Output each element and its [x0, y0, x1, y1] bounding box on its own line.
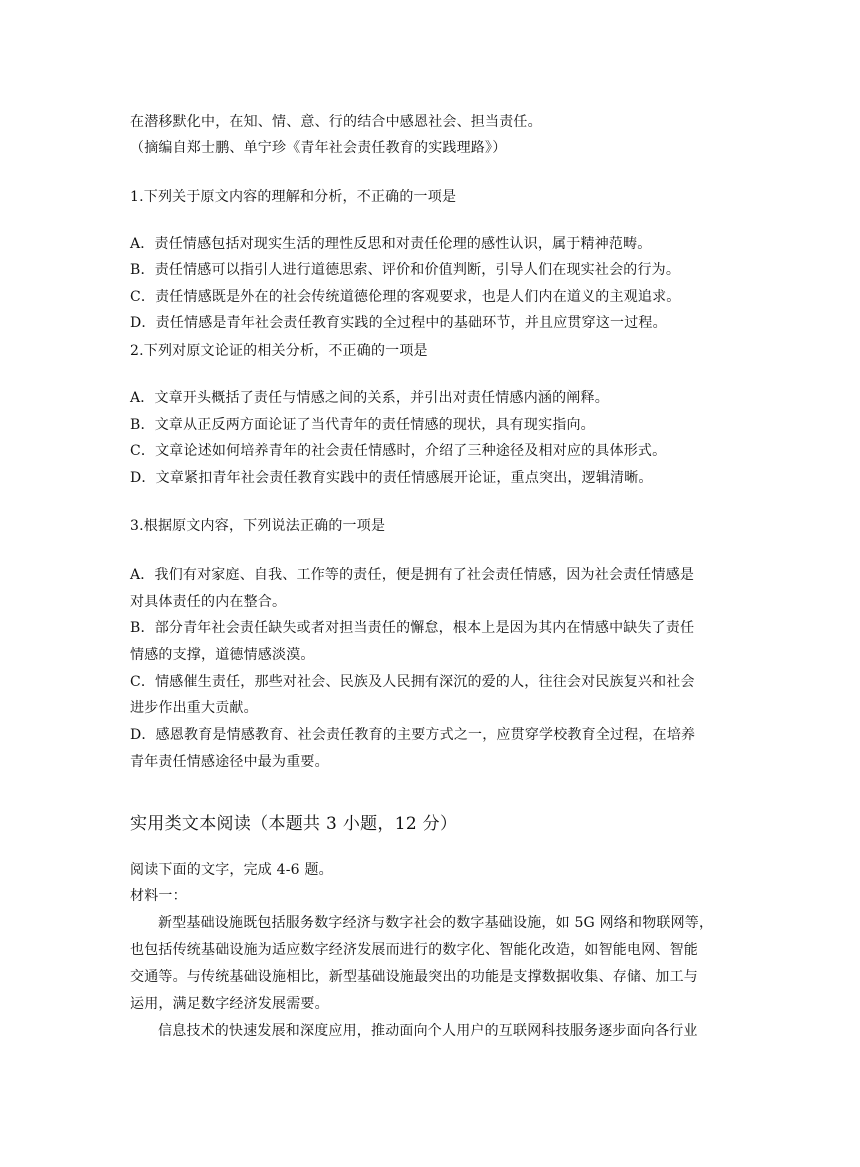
question-2-stem: 2.下列对原文论证的相关分析，不正确的一项是 — [130, 343, 428, 359]
material-1-paragraph-1-line-4: 运用，满足数字经济发展需要。 — [130, 996, 329, 1012]
section-heading: 实用类文本阅读（本题共 3 小题，12 分） — [130, 814, 458, 834]
question-3-option-a-cont: 对具体责任的内在整合。 — [130, 594, 287, 610]
material-1-paragraph-1-line-1: 新型基础设施既包括服务数字经济与数字社会的数字基础设施，如 5G 网络和物联网等， — [158, 915, 714, 931]
source-note: （摘编自郑士鹏、单宁珍《青年社会责任教育的实践理路》） — [130, 140, 507, 156]
question-3-stem: 3.根据原文内容，下列说法正确的一项是 — [130, 518, 386, 534]
question-3-option-b-cont: 情感的支撑，道德情感淡漠。 — [130, 647, 315, 663]
question-2-option-c: C．文章论述如何培养青年的社会责任情感时，介绍了三种途径及相对应的具体形式。 — [130, 443, 667, 459]
question-1-option-b: B．责任情感可以指引人进行道德思索、评价和价值判断，引导人们在现实社会的行为。 — [130, 262, 681, 278]
material-1-paragraph-1-line-2: 也包括传统基础设施为适应数字经济发展而进行的数字化、智能化改造，如智能电网、智能 — [130, 942, 698, 958]
question-1-stem: 1.下列关于原文内容的理解和分析，不正确的一项是 — [130, 189, 457, 205]
question-2-option-d: D．文章紧扣青年社会责任教育实践中的责任情感展开论证，重点突出，逻辑清晰。 — [130, 470, 653, 486]
question-3-option-d: D．感恩教育是情感教育、社会责任教育的主要方式之一，应贯穿学校教育全过程，在培养 — [130, 727, 696, 743]
question-3-option-c: C．情感催生责任，那些对社会、民族及人民拥有深沉的爱的人，往往会对民族复兴和社会 — [130, 674, 695, 690]
question-1-option-a: A．责任情感包括对现实生活的理性反思和对责任伦理的感性认识，属于精神范畴。 — [130, 236, 652, 252]
question-3-option-c-cont: 进步作出重大贡献。 — [130, 700, 258, 716]
material-label: 材料一： — [130, 888, 187, 904]
material-1-paragraph-1-line-3: 交通等。与传统基础设施相比，新型基础设施最突出的功能是支撑数据收集、存储、加工与 — [130, 969, 698, 985]
question-3-option-a: A．我们有对家庭、自我、工作等的责任，便是拥有了社会责任情感，因为社会责任情感是 — [130, 567, 695, 583]
question-1-option-c: C．责任情感既是外在的社会传统道德伦理的客观要求，也是人们内在道义的主观追求。 — [130, 289, 681, 305]
question-1-option-d: D．责任情感是青年社会责任教育实践的全过程中的基础环节，并且应贯穿这一过程。 — [130, 315, 667, 331]
question-3-option-d-cont: 青年责任情感途径中最为重要。 — [130, 754, 329, 770]
passage-tail: 在潜移默化中，在知、情、意、行的结合中感恩社会、担当责任。 — [130, 114, 542, 130]
question-3-option-b: B．部分青年社会责任缺失或者对担当责任的懈怠，根本上是因为其内在情感中缺失了责任 — [130, 620, 695, 636]
question-2-option-a: A．文章开头概括了责任与情感之间的关系，并引出对责任情感内涵的阐释。 — [130, 390, 609, 406]
section-instruction: 阅读下面的文字，完成 4-6 题。 — [130, 862, 333, 878]
question-2-option-b: B．文章从正反两方面论证了当代青年的责任情感的现状，具有现实指向。 — [130, 417, 595, 433]
material-1-paragraph-2-line-1: 信息技术的快速发展和深度应用，推动面向个人用户的互联网科技服务逐步面向各行业 — [158, 1023, 698, 1039]
